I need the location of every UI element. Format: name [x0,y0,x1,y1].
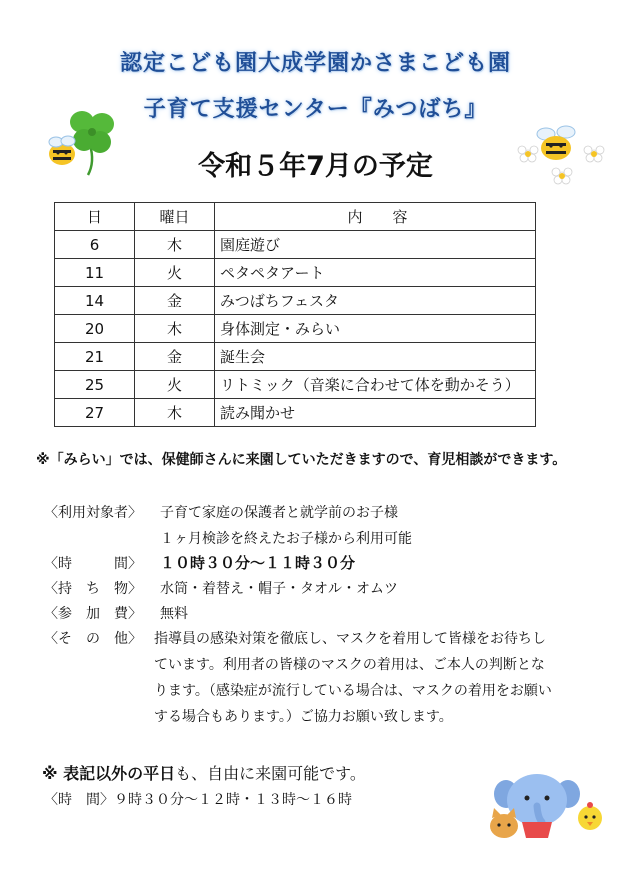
cell-weekday: 火 [135,259,215,287]
table-header-row [55,203,536,231]
free-time: 〈時 間〉９時３０分～１２時・１３時～１６時 [44,792,352,808]
items-label: 〈持 ち 物〉 [44,581,142,597]
cell-day: 14 [55,287,135,315]
target-label: 〈利用対象者〉 [44,505,142,521]
cell-content: リトミック（音楽に合わせて体を動かそう） [215,371,536,399]
cell-content: みつばちフェスタ [215,287,536,315]
cell-content: 園庭遊び [215,231,536,259]
table-row [55,287,536,315]
other-label: 〈そ の 他〉 [44,631,142,647]
cell-weekday: 木 [135,399,215,427]
cell-weekday: 木 [135,231,215,259]
header-content: 内 容 [215,203,536,231]
cell-content: 誕生会 [215,343,536,371]
title-line-1: 認定こども園大成学園かさまこども園 [119,51,511,76]
target-line-1: 子育て家庭の保護者と就学前のお子様 [160,505,398,521]
mirai-note: ※「みらい」では、保健師さんに来園していただきますので、育児相談ができます。 [36,452,567,468]
cell-content: 身体測定・みらい [215,315,536,343]
table-row [55,371,536,399]
free-prefix: ※ [42,764,64,783]
time-label: 〈時 間〉 [44,556,142,572]
animals-illustration [486,772,616,844]
table-row [55,259,536,287]
bee-flowers-illustration [514,112,614,192]
cell-content: 読み聞かせ [215,399,536,427]
cell-content: ペタペタアート [215,259,536,287]
other-line-3: ります。（感染症が流行している場合は、マスクの着用をお願い [154,683,552,699]
header-weekday: 曜日 [135,203,215,231]
cell-weekday: 金 [135,287,215,315]
table-row [55,231,536,259]
cell-weekday: 火 [135,371,215,399]
table-row [55,315,536,343]
cell-weekday: 木 [135,315,215,343]
cell-weekday: 金 [135,343,215,371]
other-line-4: する場合もあります。）ご協力お願い致します。 [154,709,453,725]
cell-day: 6 [55,231,135,259]
fee-label: 〈参 加 費〉 [44,606,142,622]
cell-day: 20 [55,315,135,343]
free-rest: も、自由に来園可能です。 [175,764,366,783]
title-line-2: 子育て支援センター『みつばち』 [143,97,488,122]
table-row [55,399,536,427]
cell-day: 21 [55,343,135,371]
header-day: 日 [55,203,135,231]
cell-day: 11 [55,259,135,287]
time-value: １０時３０分～１１時３０分 [160,554,356,572]
other-line-2: ています。利用者の皆様のマスクの着用は、ご本人の判断とな [154,657,545,673]
schedule-table [54,202,536,427]
target-line-2: １ヶ月検診を終えたお子様から利用可能 [160,531,412,547]
free-visit-note [42,761,366,784]
free-bold: 表記以外の平日 [63,764,176,783]
clover-bee-illustration [40,100,120,180]
fee-value: 無料 [160,606,188,622]
cell-day: 27 [55,399,135,427]
cell-day: 25 [55,371,135,399]
items-value: 水筒・着替え・帽子・タオル・オムツ [160,581,398,597]
table-row [55,343,536,371]
schedule-title: 令和５年7月の予定 [198,151,433,182]
other-line-1: 指導員の感染対策を徹底し、マスクを着用して皆様をお待ちし [154,631,546,647]
